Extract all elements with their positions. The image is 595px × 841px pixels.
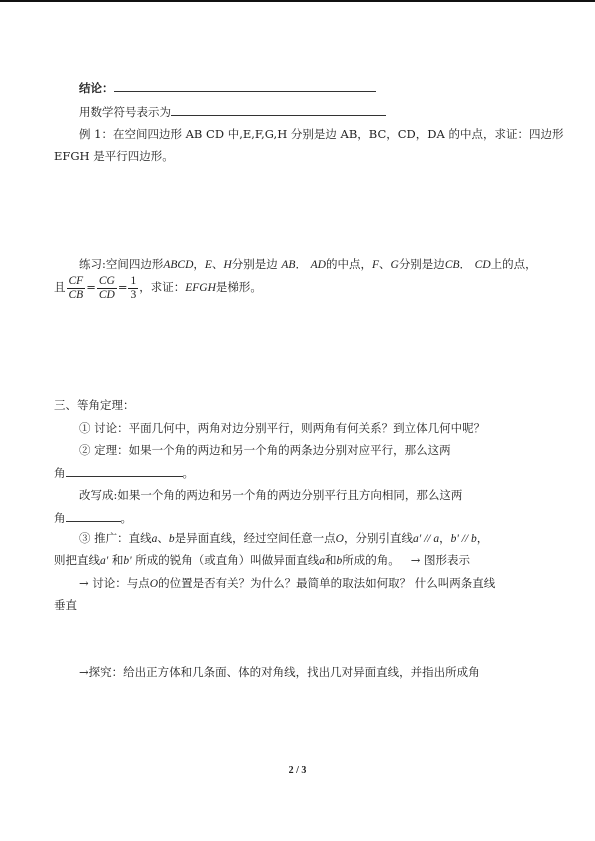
symbolic-label: 用数学符号表示为 xyxy=(79,105,171,119)
fraction-numerator: CG xyxy=(98,274,115,287)
practice-text: ． xyxy=(295,257,307,271)
math-var: b' xyxy=(123,555,132,567)
symbolic-blank[interactable] xyxy=(171,104,386,116)
equals-sign: = xyxy=(86,280,96,294)
section3-discuss2-cont: 垂直 xyxy=(54,598,77,612)
practice-text: ． xyxy=(459,257,472,271)
math-var: CB xyxy=(444,259,460,271)
math-var: a' xyxy=(100,555,109,567)
symbolic-line xyxy=(79,104,386,120)
math-var: a' xyxy=(412,533,422,545)
page-number: 2 / 3 xyxy=(288,765,307,776)
ext-text: ，分别引直线 xyxy=(343,531,413,545)
section3-extension-line1 xyxy=(79,531,488,547)
fraction-cf-cb xyxy=(67,275,86,302)
math-var: AD xyxy=(310,259,326,271)
ext-text: 所成的锐角（或直角）叫做异面直线 xyxy=(131,553,320,567)
practice-line2 xyxy=(54,272,262,303)
conclusion-line xyxy=(79,80,376,96)
ext-text: 所成的角。 xyxy=(342,553,400,567)
math-var: a xyxy=(433,533,440,545)
math-var: b xyxy=(336,555,343,567)
example1-line1: 例 1：在空间四边形 AB CD 中,E,F,G,H 分别是边 AB，BC，CD，DA 的中点，求证：四边形 xyxy=(79,127,564,141)
page-top-border xyxy=(0,0,595,2)
ext-text: 和 xyxy=(325,553,337,567)
section3-rewrite: 改写成:如果一个角的两边和另一个角的两边分别平行且方向相同，那么这两 xyxy=(79,488,463,502)
practice-text: ，求证： xyxy=(139,280,186,294)
section3-theorem: ② 定理：如果一个角的两边和另一个角的两条边分别对应平行，那么这两 xyxy=(79,443,451,457)
conclusion-label: 结论： xyxy=(79,81,114,95)
discuss2-text: 的位置是否有关？为什么？最简单的取法如何取？ 什么叫两条直线 xyxy=(158,576,496,590)
math-var: H xyxy=(223,259,232,271)
ext-text: ③ 推广：直线 xyxy=(79,531,152,545)
practice-text: 且 xyxy=(54,280,66,294)
math-var: b' xyxy=(450,533,459,545)
fraction-cg-cd xyxy=(97,275,117,302)
figure-representation-arrow: → 图形表示 xyxy=(410,553,471,567)
math-var: b xyxy=(470,533,477,545)
fraction-denominator: CB xyxy=(68,288,84,301)
practice-line1 xyxy=(79,257,537,273)
practice-text: 上的点， xyxy=(490,257,537,271)
math-var: CD xyxy=(474,259,491,271)
parallel-symbol: // xyxy=(421,533,434,545)
ext-text: ， xyxy=(476,531,489,545)
practice-text: 是梯形。 xyxy=(215,280,262,294)
parallel-symbol: // xyxy=(458,533,471,545)
section3-heading: 三、等角定理： xyxy=(54,398,135,412)
math-var: a xyxy=(319,555,325,567)
math-var: G xyxy=(390,259,399,271)
practice-text: 的中点， xyxy=(325,257,372,271)
practice-text: 分别是边 xyxy=(231,257,278,271)
rewrite-cont-text: 角 xyxy=(54,511,66,525)
ext-text: 则把直线 xyxy=(54,553,100,567)
ext-text: 是异面直线，经过空间任意一点 xyxy=(174,531,336,545)
ext-text: 、 xyxy=(157,531,169,545)
practice-text: 分别是边 xyxy=(398,257,445,271)
practice-text: 练习:空间四边形 xyxy=(79,257,164,271)
fraction-one-third xyxy=(128,275,138,302)
math-var: O xyxy=(149,578,159,590)
math-var: b xyxy=(168,533,175,545)
math-var: a xyxy=(151,533,158,545)
math-var: AB xyxy=(281,259,296,271)
section3-discuss: ① 讨论：平面几何中，两角对边分别平行，则两角有何关系？到立体几何中呢？ xyxy=(79,421,486,435)
fraction-numerator: CF xyxy=(68,274,84,287)
rewrite-end-text: 。 xyxy=(120,511,132,525)
fraction-numerator: 1 xyxy=(130,274,137,287)
theorem-cont-text: 角 xyxy=(54,466,66,480)
practice-text: 、 xyxy=(379,257,391,271)
theorem-end-text: 。 xyxy=(182,466,194,480)
math-var: O xyxy=(335,533,344,545)
equals-sign: = xyxy=(117,280,128,294)
math-var: F xyxy=(371,259,379,271)
conclusion-blank[interactable] xyxy=(114,80,376,92)
theorem-blank[interactable] xyxy=(66,465,183,477)
ext-text: ， xyxy=(439,531,451,545)
discuss2-text: → 讨论：与点 xyxy=(79,576,150,590)
practice-text: 、 xyxy=(211,257,224,271)
section3-explore: →探究：给出正方体和几条面、体的对角线，找出几对异面直线，并指出所成角 xyxy=(79,665,480,679)
fraction-denominator: 3 xyxy=(130,288,137,301)
section3-discuss2 xyxy=(79,576,495,592)
ext-text: 和 xyxy=(108,553,124,567)
section3-theorem-cont xyxy=(54,465,194,481)
math-var: E xyxy=(204,259,212,271)
section3-rewrite-cont xyxy=(54,510,132,526)
section3-extension-line2 xyxy=(54,553,470,569)
practice-text: ， xyxy=(193,257,205,271)
math-var: EFGH xyxy=(185,282,216,294)
example1-line2: EFGH 是平行四边形。 xyxy=(54,149,174,163)
math-var: ABCD xyxy=(163,259,194,271)
fraction-denominator: CD xyxy=(98,288,115,301)
rewrite-blank[interactable] xyxy=(66,510,121,522)
